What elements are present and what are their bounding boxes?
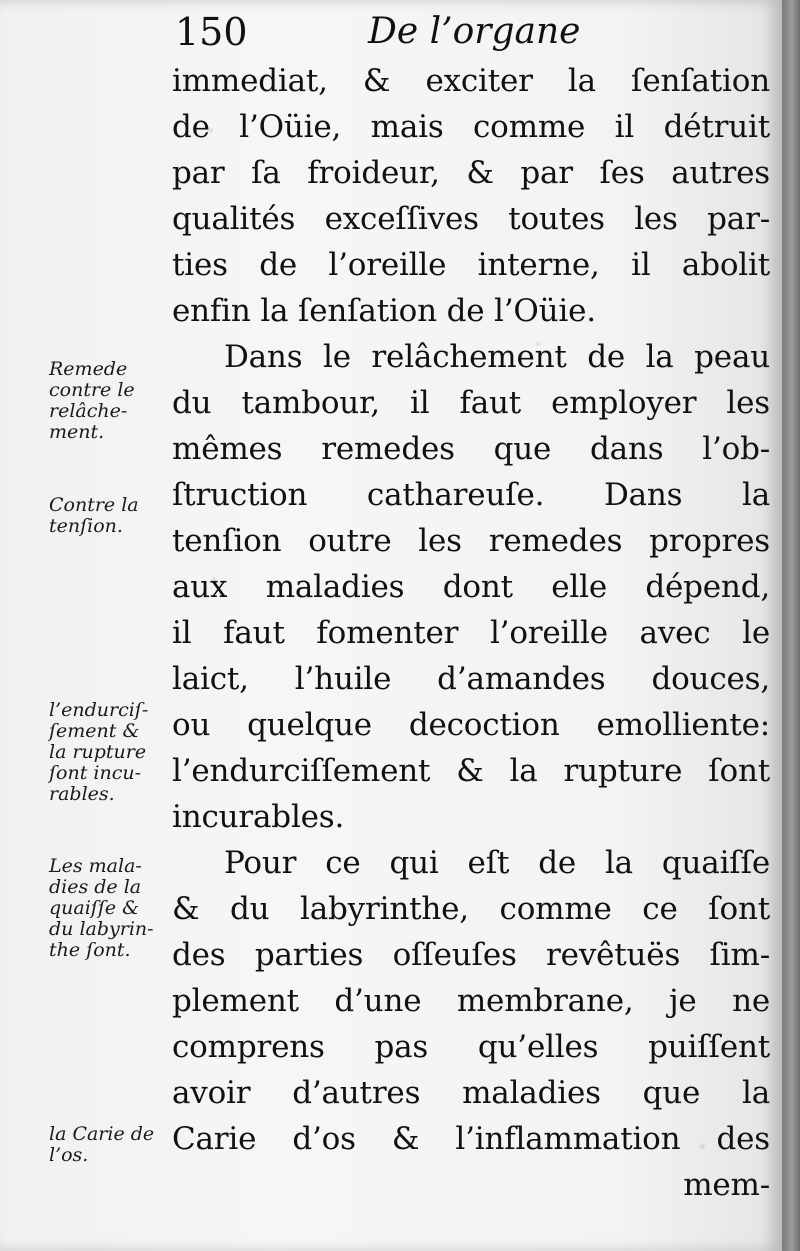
text-line: enfin la ſenſation de l’Oüie. bbox=[172, 293, 596, 329]
running-head: De l’organe bbox=[368, 11, 581, 52]
text-line: incurables. bbox=[172, 799, 345, 835]
text-line: plement d’une membrane, je ne bbox=[172, 983, 770, 1019]
margin-note-line: du labyrin- bbox=[49, 918, 154, 940]
margin-note-line: l’endurciſ- bbox=[49, 699, 149, 721]
page-edge-shadow bbox=[782, 0, 800, 1251]
margin-note-line: ſement & bbox=[49, 720, 140, 742]
text-line: avoir d’autres maladies que la bbox=[172, 1075, 770, 1111]
text-line: ou quelque decoction emolliente: bbox=[172, 707, 770, 743]
margin-note-endurcissement bbox=[49, 700, 148, 805]
text-line: & du labyrinthe, comme ce ſont bbox=[172, 891, 770, 927]
text-line: des parties oſſeuſes revêtuës ſim- bbox=[172, 937, 770, 973]
margin-note-maladies bbox=[49, 856, 154, 961]
margin-note-line: quaiſſe & bbox=[49, 897, 140, 919]
text-line: de l’Oüie, mais comme il détruit bbox=[172, 109, 770, 145]
margin-note-line: la rupture bbox=[49, 741, 147, 763]
margin-note-line: dies de la bbox=[49, 876, 142, 898]
margin-note-line: tenſion. bbox=[49, 515, 123, 537]
text-line: comprens pas qu’elles puiſſent bbox=[172, 1029, 770, 1065]
text-line: tenſion outre les remedes propres bbox=[172, 523, 770, 559]
page-number: 150 bbox=[175, 10, 248, 54]
margin-note-line: ment. bbox=[49, 421, 105, 443]
text-line: par ſa froideur, & par ſes autres bbox=[172, 155, 770, 191]
text-line: laict, l’huile d’amandes douces, bbox=[172, 661, 770, 697]
page-header bbox=[175, 6, 695, 58]
body-text bbox=[172, 58, 770, 1208]
margin-note-line: rables. bbox=[49, 783, 115, 805]
text-line: ties de l’oreille interne, il abolit bbox=[172, 247, 770, 283]
margin-note-line: Remede bbox=[49, 358, 128, 380]
text-line: immediat, & exciter la ſenſation bbox=[172, 63, 770, 99]
text-line: l’endurciſſement & la rupture ſont bbox=[172, 753, 770, 789]
margin-note-line: the ſont. bbox=[49, 939, 131, 961]
margin-note-remede bbox=[49, 359, 135, 443]
text-line: il faut fomenter l’oreille avec le bbox=[172, 615, 770, 651]
text-line: qualités exceſſives toutes les par- bbox=[172, 201, 770, 237]
margin-note-line: contre le bbox=[49, 379, 135, 401]
text-line: Pour ce qui eſt de la quaiſſe bbox=[224, 845, 770, 881]
margin-note-line: la Carie de bbox=[49, 1123, 155, 1145]
text-line: Dans le relâchement de la peau bbox=[224, 339, 770, 375]
margin-note-line: relâche- bbox=[49, 400, 128, 422]
margin-note-tension bbox=[49, 495, 139, 537]
text-line: Carie d’os & l’inflammation des bbox=[172, 1121, 770, 1157]
margin-note-carie bbox=[49, 1124, 154, 1166]
margin-note-line: Contre la bbox=[49, 494, 139, 516]
text-line: mêmes remedes que dans l’ob- bbox=[172, 431, 770, 467]
text-line: du tambour, il faut employer les bbox=[172, 385, 770, 421]
text-line: aux maladies dont elle dépend, bbox=[172, 569, 770, 605]
margin-note-line: ſont incu- bbox=[49, 762, 141, 784]
margin-note-line: Les mala- bbox=[49, 855, 142, 877]
text-line: ſtruction cathareuſe. Dans la bbox=[172, 477, 770, 513]
text-line: mem- bbox=[683, 1167, 770, 1203]
margin-note-line: l’os. bbox=[49, 1144, 89, 1166]
